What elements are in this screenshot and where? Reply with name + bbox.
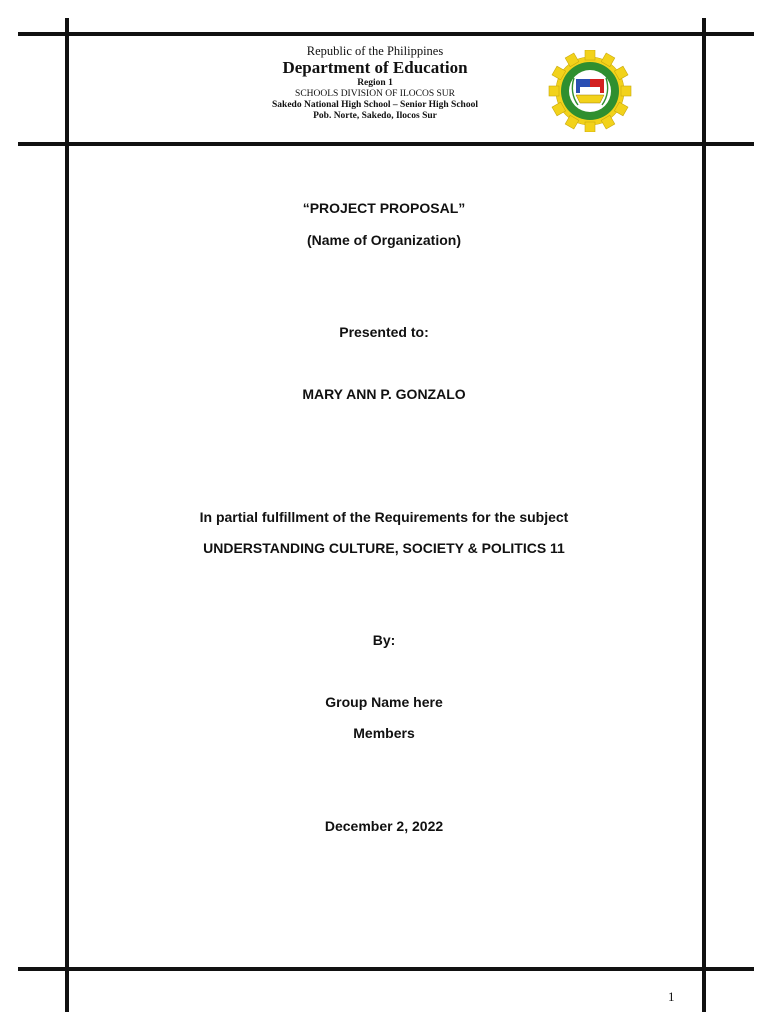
fulfillment-line: In partial fulfillment of the Requirements for the subject [199, 509, 569, 525]
school-address: Pob. Norte, Sakedo, Ilocos Sur [313, 110, 437, 121]
page-number: 1 [668, 989, 675, 1004]
letterhead-text [230, 44, 520, 122]
by-label: By: [372, 632, 396, 648]
bottom-border-line [18, 967, 754, 971]
group-name: Group Name here [325, 694, 443, 710]
organization-name: (Name of Organization) [306, 232, 461, 248]
presented-to-name: MARY ANN P. GONZALO [302, 386, 466, 402]
region-name: Region 1 [357, 77, 393, 88]
school-name: Sakedo National High School – Senior High School [272, 99, 478, 110]
top-border-line [18, 32, 754, 36]
country-name: Republic of the Philippines [306, 44, 444, 58]
members-label: Members [353, 725, 415, 741]
subject-name: UNDERSTANDING CULTURE, SOCIETY & POLITICS 11 [203, 540, 565, 556]
proposal-date: December 2, 2022 [324, 818, 444, 834]
presented-to-label: Presented to: [339, 324, 429, 340]
header-bottom-line [18, 142, 754, 146]
department-name: Department of Education [282, 58, 468, 78]
division-name: SCHOOLS DIVISION OF ILOCOS SUR [295, 88, 455, 99]
school-logo-icon [538, 50, 642, 132]
proposal-title: “PROJECT PROPOSAL” [302, 200, 466, 216]
